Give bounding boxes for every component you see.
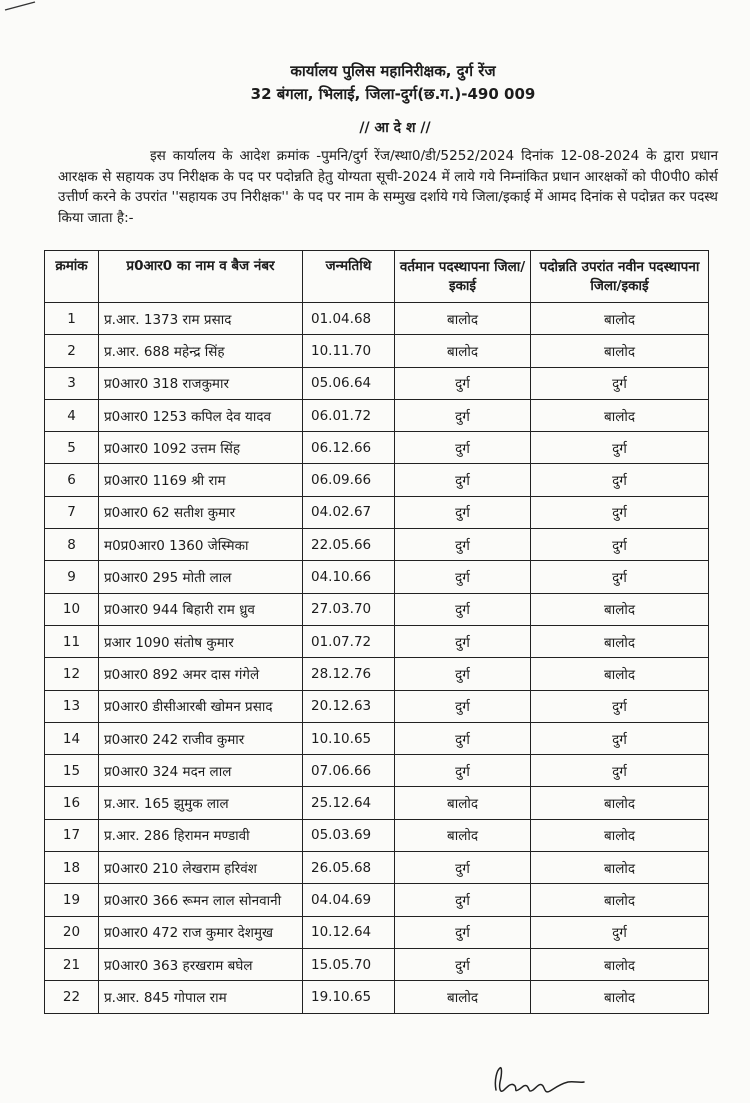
cell-new-posting: बालोद <box>531 948 709 980</box>
cell-current-posting: दुर्ग <box>395 561 531 593</box>
cell-new-posting: बालोद <box>531 303 709 335</box>
cell-new-posting: दुर्ग <box>531 367 709 399</box>
cell-sno: 21 <box>45 948 99 980</box>
cell-sno: 7 <box>45 496 99 528</box>
cell-sno: 16 <box>45 787 99 819</box>
cell-dob: 19.10.65 <box>303 981 395 1013</box>
cell-sno: 15 <box>45 755 99 787</box>
table-row <box>45 722 709 754</box>
cell-new-posting: बालोद <box>531 593 709 625</box>
cell-name-badge: प्र0आर0 242 राजीव कुमार <box>99 722 303 754</box>
cell-name-badge: प्र0आर0 डीसीआरबी खोमन प्रसाद <box>99 690 303 722</box>
cell-dob: 04.04.69 <box>303 884 395 916</box>
cell-name-badge: प्र0आर0 944 बिहारी राम ध्रुव <box>99 593 303 625</box>
cell-current-posting: दुर्ग <box>395 432 531 464</box>
cell-dob: 05.06.64 <box>303 367 395 399</box>
cell-current-posting: दुर्ग <box>395 464 531 496</box>
cell-current-posting: दुर्ग <box>395 916 531 948</box>
cell-current-posting: दुर्ग <box>395 755 531 787</box>
cell-new-posting: बालोद <box>531 658 709 690</box>
cell-current-posting: दुर्ग <box>395 593 531 625</box>
cell-name-badge: प्र.आर. 1373 राम प्रसाद <box>99 303 303 335</box>
cell-sno: 8 <box>45 529 99 561</box>
cell-name-badge: प्र0आर0 62 सतीश कुमार <box>99 496 303 528</box>
cell-new-posting: बालोद <box>531 399 709 431</box>
order-title: // आ दे श // <box>359 120 431 136</box>
cell-new-posting: दुर्ग <box>531 755 709 787</box>
cell-dob: 06.12.66 <box>303 432 395 464</box>
cell-dob: 10.12.64 <box>303 916 395 948</box>
table-row <box>45 593 709 625</box>
table-row <box>45 529 709 561</box>
cell-dob: 01.07.72 <box>303 625 395 657</box>
cell-sno: 18 <box>45 852 99 884</box>
header-current-posting: वर्तमान पदस्थापना जिला/इकाई <box>395 251 531 303</box>
cell-name-badge: प्र.आर. 845 गोपाल राम <box>99 981 303 1013</box>
cell-new-posting: बालोद <box>531 884 709 916</box>
cell-new-posting: दुर्ग <box>531 722 709 754</box>
table-row <box>45 852 709 884</box>
cell-current-posting: दुर्ग <box>395 948 531 980</box>
cell-new-posting: बालोद <box>531 981 709 1013</box>
table-row <box>45 335 709 367</box>
table-row <box>45 884 709 916</box>
cell-new-posting: बालोद <box>531 335 709 367</box>
cell-new-posting: बालोद <box>531 852 709 884</box>
cell-dob: 06.01.72 <box>303 399 395 431</box>
cell-sno: 12 <box>45 658 99 690</box>
cell-dob: 25.12.64 <box>303 787 395 819</box>
cell-sno: 11 <box>45 625 99 657</box>
table-row <box>45 916 709 948</box>
cell-sno: 2 <box>45 335 99 367</box>
cell-dob: 07.06.66 <box>303 755 395 787</box>
table-row <box>45 625 709 657</box>
cell-new-posting: दुर्ग <box>531 529 709 561</box>
cell-dob: 05.03.69 <box>303 819 395 851</box>
table-row <box>45 690 709 722</box>
cell-sno: 1 <box>45 303 99 335</box>
cell-current-posting: बालोद <box>395 335 531 367</box>
office-address: 32 बंगला, भिलाई, जिला-दुर्ग(छ.ग.)-490 009 <box>250 85 536 103</box>
cell-current-posting: दुर्ग <box>395 367 531 399</box>
cell-name-badge: प्रआर 1090 संतोष कुमार <box>99 625 303 657</box>
cell-current-posting: दुर्ग <box>395 529 531 561</box>
promotion-table <box>44 250 709 1014</box>
cell-name-badge: प्र.आर. 165 झुमुक लाल <box>99 787 303 819</box>
cell-dob: 04.02.67 <box>303 496 395 528</box>
table-row <box>45 464 709 496</box>
cell-current-posting: दुर्ग <box>395 625 531 657</box>
table-row <box>45 787 709 819</box>
cell-sno: 17 <box>45 819 99 851</box>
table-row <box>45 948 709 980</box>
cell-current-posting: दुर्ग <box>395 399 531 431</box>
cell-name-badge: प्र0आर0 318 राजकुमार <box>99 367 303 399</box>
signature <box>488 1064 598 1098</box>
cell-dob: 10.10.65 <box>303 722 395 754</box>
header-sno: क्रमांक <box>45 251 99 303</box>
cell-dob: 22.05.66 <box>303 529 395 561</box>
cell-sno: 20 <box>45 916 99 948</box>
cell-new-posting: दुर्ग <box>531 916 709 948</box>
cell-name-badge: प्र0आर0 366 रूमन लाल सोनवानी <box>99 884 303 916</box>
cell-current-posting: दुर्ग <box>395 852 531 884</box>
cell-sno: 4 <box>45 399 99 431</box>
cell-name-badge: म0प्र0आर0 1360 जेस्मिका <box>99 529 303 561</box>
cell-dob: 06.09.66 <box>303 464 395 496</box>
cell-new-posting: दुर्ग <box>531 496 709 528</box>
cell-sno: 22 <box>45 981 99 1013</box>
cell-dob: 10.11.70 <box>303 335 395 367</box>
cell-sno: 19 <box>45 884 99 916</box>
cell-name-badge: प्र0आर0 472 राज कुमार देशमुख <box>99 916 303 948</box>
cell-current-posting: दुर्ग <box>395 658 531 690</box>
cell-current-posting: बालोद <box>395 819 531 851</box>
cell-dob: 01.04.68 <box>303 303 395 335</box>
cell-current-posting: दुर्ग <box>395 690 531 722</box>
cell-name-badge: प्र0आर0 1169 श्री राम <box>99 464 303 496</box>
cell-name-badge: प्र0आर0 1253 कपिल देव यादव <box>99 399 303 431</box>
table-row <box>45 561 709 593</box>
header-dob: जन्मतिथि <box>303 251 395 303</box>
cell-name-badge: प्र0आर0 1092 उत्तम सिंह <box>99 432 303 464</box>
cell-sno: 5 <box>45 432 99 464</box>
cell-name-badge: प्र0आर0 363 हरखराम बघेल <box>99 948 303 980</box>
cell-current-posting: दुर्ग <box>395 884 531 916</box>
cell-name-badge: प्र.आर. 688 महेन्द्र सिंह <box>99 335 303 367</box>
cell-sno: 13 <box>45 690 99 722</box>
cell-current-posting: बालोद <box>395 787 531 819</box>
header-new-posting: पदोन्नति उपरांत नवीन पदस्थापना जिला/इकाई <box>531 251 709 303</box>
cell-sno: 10 <box>45 593 99 625</box>
cell-current-posting: दुर्ग <box>395 496 531 528</box>
cell-dob: 27.03.70 <box>303 593 395 625</box>
table-row <box>45 755 709 787</box>
table-row <box>45 367 709 399</box>
table-row <box>45 496 709 528</box>
order-body-text <box>58 146 718 228</box>
cell-sno: 6 <box>45 464 99 496</box>
cell-new-posting: दुर्ग <box>531 561 709 593</box>
cell-name-badge: प्र0आर0 295 मोती लाल <box>99 561 303 593</box>
table-row <box>45 819 709 851</box>
cell-name-badge: प्र0आर0 324 मदन लाल <box>99 755 303 787</box>
table-row <box>45 399 709 431</box>
cell-dob: 15.05.70 <box>303 948 395 980</box>
cell-new-posting: दुर्ग <box>531 690 709 722</box>
cell-name-badge: प्र.आर. 286 हिरामन मण्डावी <box>99 819 303 851</box>
cell-new-posting: बालोद <box>531 819 709 851</box>
table-row <box>45 303 709 335</box>
cell-dob: 26.05.68 <box>303 852 395 884</box>
table-row <box>45 432 709 464</box>
order-body-content: इस कार्यालय के आदेश क्रमांक -पुमनि/दुर्ग रेंज/स्था0/डी/5252/2024 दिनांक 12-08-2024 के द्वारा प्रधान आरक्षक से सहायक उप निरीक्षक के पद पर पदोन्नति हेतु योग्यता सूची-2024 में लाये गये निम्नांकित प्रधान आरक्षकों को पी0पी0 कोर्स उत्तीर्ण करने के उपरांत ''सहायक उप निरीक्षक'' के पद पर नाम के सम्मुख दर्शाये गये जिला/इकाई में आमद दिनांक से पदोन्नत कर पदस्थ किया जाता है:- <box>58 148 718 226</box>
cell-sno: 14 <box>45 722 99 754</box>
cell-sno: 9 <box>45 561 99 593</box>
cell-name-badge: प्र0आर0 892 अमर दास गंगेले <box>99 658 303 690</box>
table-header-row <box>45 251 709 303</box>
office-name: कार्यालय पुलिस महानिरीक्षक, दुर्ग रेंज <box>290 62 496 80</box>
cell-new-posting: दुर्ग <box>531 464 709 496</box>
cell-current-posting: बालोद <box>395 303 531 335</box>
pen-stroke-mark <box>4 0 36 12</box>
table-row <box>45 981 709 1013</box>
cell-dob: 04.10.66 <box>303 561 395 593</box>
letterhead <box>0 60 750 106</box>
cell-dob: 28.12.76 <box>303 658 395 690</box>
cell-new-posting: दुर्ग <box>531 432 709 464</box>
header-name-badge: प्र0आर0 का नाम व बैज नंबर <box>99 251 303 303</box>
cell-name-badge: प्र0आर0 210 लेखराम हरिवंश <box>99 852 303 884</box>
cell-dob: 20.12.63 <box>303 690 395 722</box>
cell-current-posting: दुर्ग <box>395 722 531 754</box>
cell-new-posting: बालोद <box>531 625 709 657</box>
table-row <box>45 658 709 690</box>
cell-new-posting: बालोद <box>531 787 709 819</box>
cell-current-posting: बालोद <box>395 981 531 1013</box>
cell-sno: 3 <box>45 367 99 399</box>
